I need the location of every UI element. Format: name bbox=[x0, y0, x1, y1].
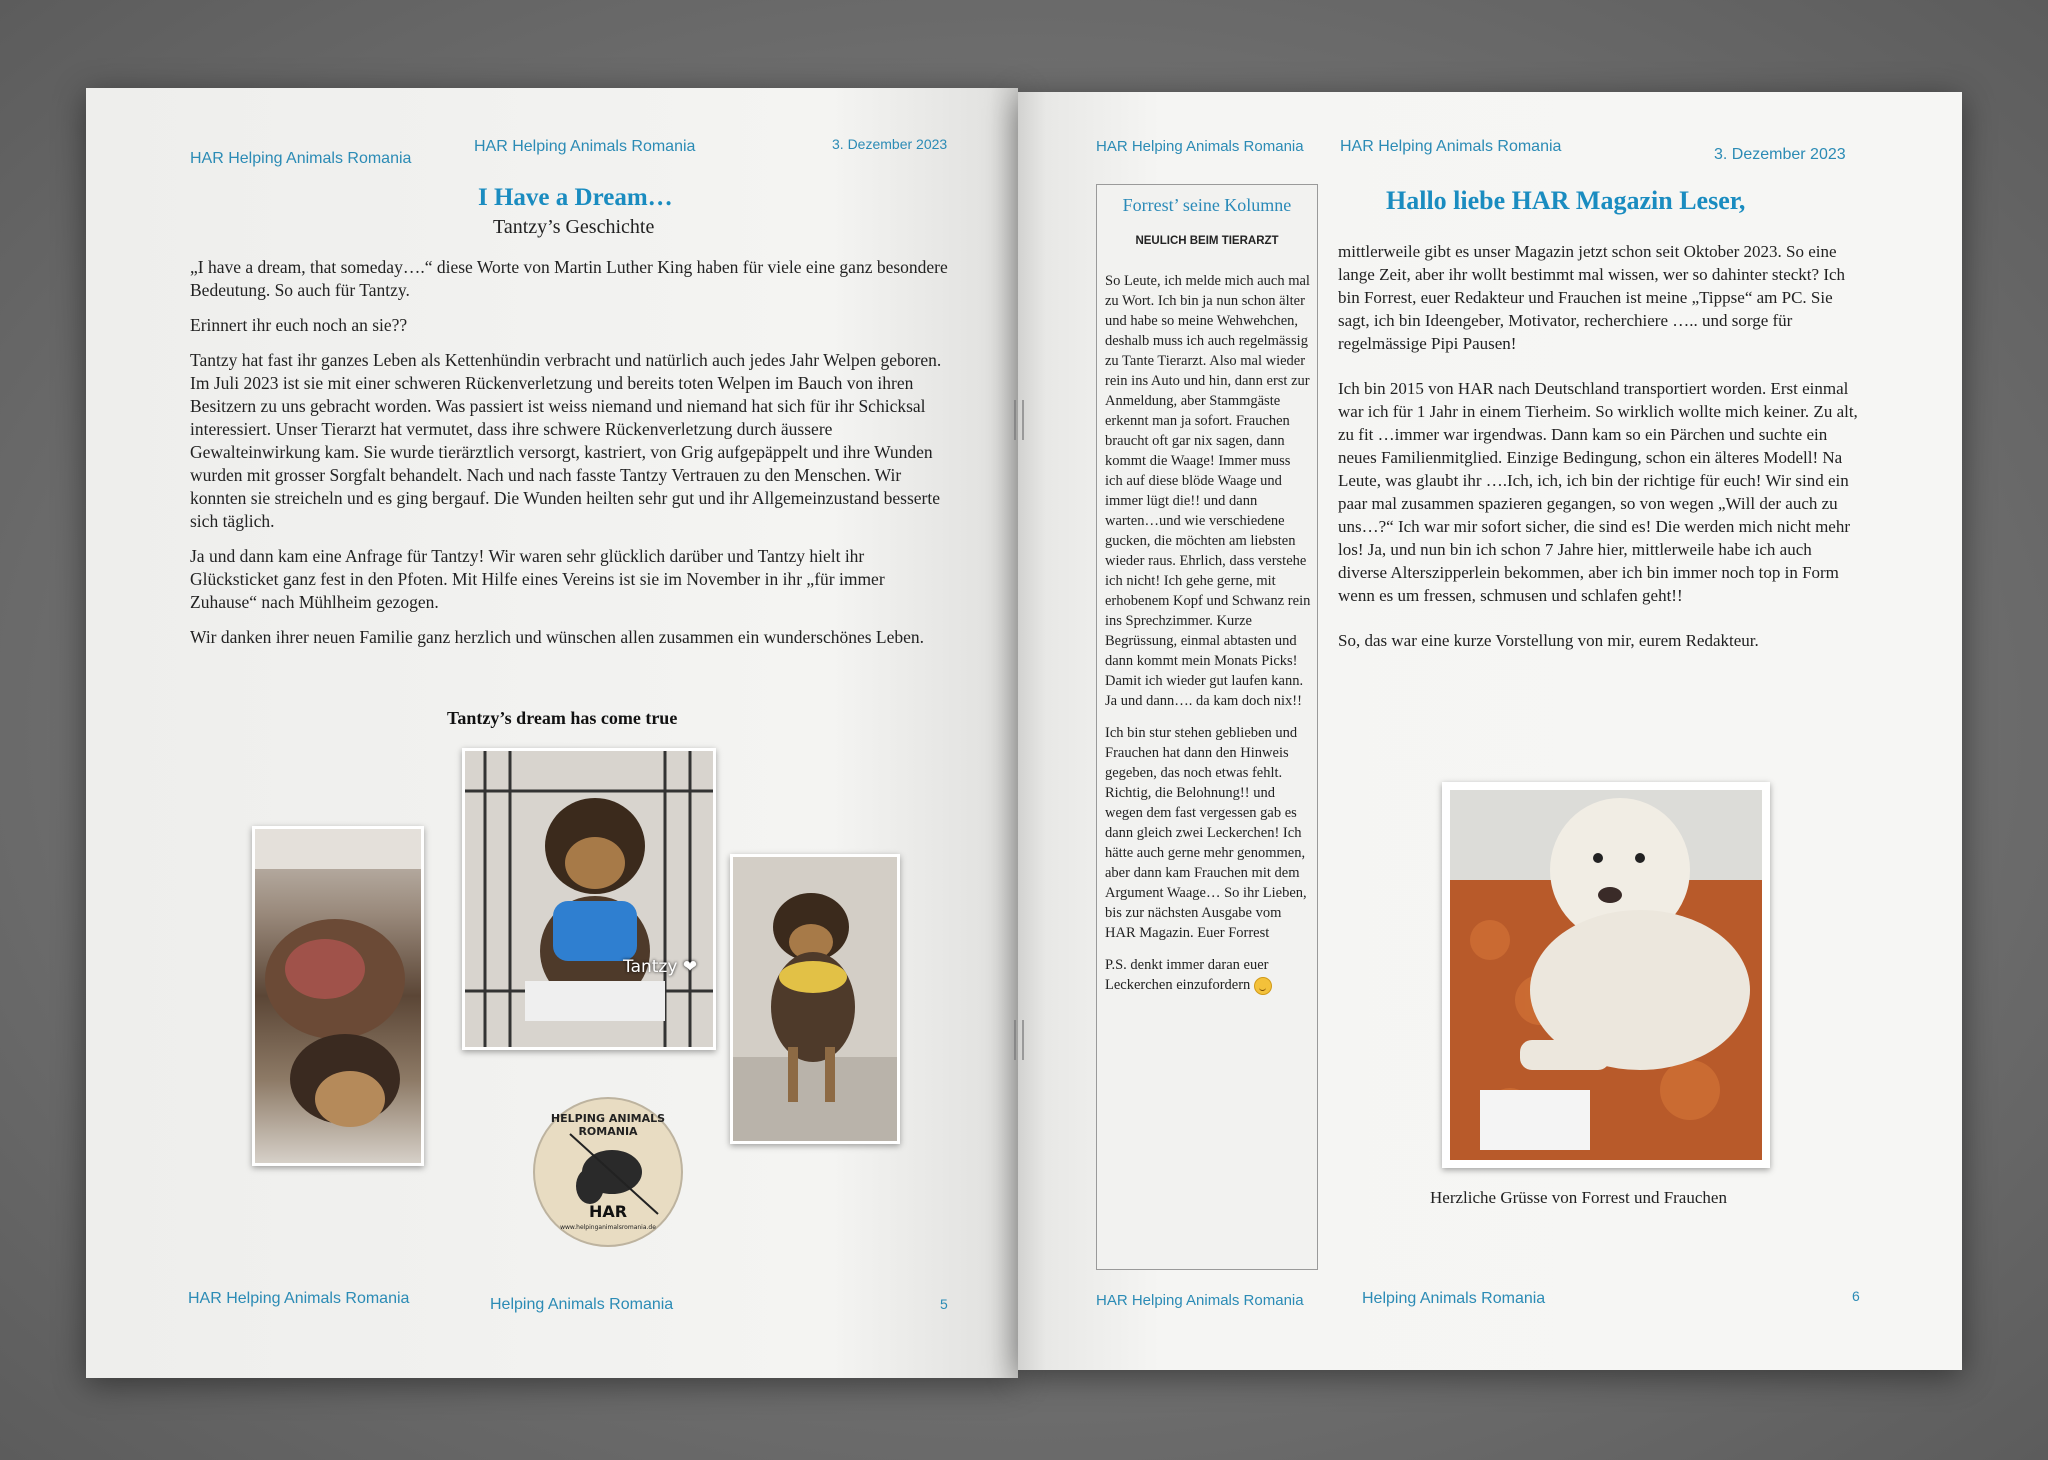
left-page-number: 5 bbox=[940, 1296, 948, 1312]
photo-dog-in-crate bbox=[462, 748, 716, 1050]
column-paragraph: P.S. denkt immer daran euer Leckerchen einzufordern bbox=[1105, 955, 1311, 995]
right-header-date: 3. Dezember 2023 bbox=[1714, 146, 1846, 163]
paragraph: „I have a dream, that someday….“ diese Worte von Martin Luther King haben für viele eine ganz besondere Bedeutung. So auch für Tantzy. bbox=[190, 257, 948, 300]
right-header-center: HAR Helping Animals Romania bbox=[1340, 138, 1562, 155]
right-page-number: 6 bbox=[1852, 1288, 1860, 1304]
paragraph: Ich bin 2015 von HAR nach Deutschland transportiert worden. Erst einmal war ich für 1 Jahr in einem Tierheim. So wirklich wollte mich keiner. Zu alt, zu fit …immer war irgendwas. Dann kam so ein Pärchen und suchte ein neues Familienmitglied. Einzige Bedingung, schon ein älteres Modell! Na Leute, was glaubt ihr ….Ich, ich, ich bin der richtige für euch! Wir sind ein paar mal zusammen spazieren gegangen, so von wegen „Will der auch zu uns…?“ Ich war mir sofort sicher, die sind es! Die werden mich nicht mehr los! Ja, und nun bin ich schon 7 Jahre hier, mittlerweile habe ich auch diverse Alterszipperlein bekommen, aber ich bin immer noch top in Form wenn es um fressen, schmusen und schlafen geht!! bbox=[1338, 379, 1858, 605]
right-footer-center: Helping Animals Romania bbox=[1362, 1290, 1546, 1307]
left-header-date: 3. Dezember 2023 bbox=[832, 136, 948, 152]
left-page-title: I Have a Dream… bbox=[478, 184, 673, 211]
forrest-column bbox=[1096, 184, 1318, 1270]
logo-center-text: HAR bbox=[588, 1202, 628, 1221]
logo-url: www.helpinganimalsromania.de bbox=[560, 1224, 656, 1231]
paragraph: So, das war eine kurze Vorstellung von mir, eurem Redakteur. bbox=[1338, 631, 1759, 650]
logo-arc-text: HELPING ANIMALS ROMANIA bbox=[550, 1112, 666, 1138]
left-page-subtitle: Tantzy’s Geschichte bbox=[493, 216, 655, 238]
paragraph: Ja und dann kam eine Anfrage für Tantzy! Wir waren sehr glücklich darüber und Tantzy hielt ihr Glücksticket ganz fest in den Pfoten. Mit Hilfe eines Vereins ist sie im November in ihr „für immer Zuhause“ nach Mühlheim gezogen. bbox=[190, 546, 885, 612]
right-article-body bbox=[1338, 240, 1858, 664]
forrest-photo-caption: Herzliche Grüsse von Forrest und Frauchen bbox=[1430, 1188, 1727, 1207]
photo-happy-dog bbox=[730, 854, 900, 1144]
column-title: Forrest’ seine Kolumne bbox=[1122, 195, 1292, 215]
paragraph: Erinnert ihr euch noch an sie?? bbox=[190, 315, 408, 335]
photo-label: Tantzy ❤ bbox=[623, 957, 698, 977]
paragraph: Tantzy hat fast ihr ganzes Leben als Kettenhündin verbracht und natürlich auch jedes Jahr Welpen geboren. Im Juli 2023 ist sie mit einer schweren Rückenverletzung und bereits toten Welpen im Bauch von ihren Besitzern zu uns gebracht worden. Was passiert ist weiss niemand und niemand hat sich für ihr Schicksal interessiert. Unser Tierarzt hat vermutet, dass ihre schwere Rückenverletzung durch äussere Gewalteinwirkung kam. Sie wurde tierärztlich versorgt, kastriert, von Grig aufgepäppelt und ihre Wunden wurden mit grosser Sorgfalt behandelt. Nach und nach fasste Tantzy Vertrauen zu den Menschen. Wir konnten sie streicheln und es ging bergauf. Die Wunden heilten sehr gut und ihr Allgemeinzustand besserte sich täglich. bbox=[190, 350, 942, 531]
paragraph: Wir danken ihrer neuen Familie ganz herzlich und wünschen allen zusammen ein wunderschönes Leben. bbox=[190, 627, 925, 647]
left-article-body bbox=[190, 256, 950, 661]
column-paragraph: Ich bin stur stehen geblieben und Frauchen hat dann den Hinweis gegeben, das noch etwas fehlt. Richtig, die Belohnung!! und wegen dem fast vergessen gab es dann gleich zwei Leckerchen! Ich hätte auch gerne mehr genommen, aber dann kam Frauchen mit dem Argument Waage… So ihr Lieben, bis zur nächsten Ausgabe vom HAR Magazin. Euer Forrest bbox=[1105, 725, 1307, 941]
har-logo bbox=[530, 1094, 686, 1250]
column-body bbox=[1105, 271, 1311, 1007]
smiley-emoji-icon bbox=[1254, 977, 1272, 995]
left-footer-left: HAR Helping Animals Romania bbox=[188, 1290, 410, 1307]
photo-forrest bbox=[1442, 782, 1770, 1168]
binding-staples bbox=[1014, 400, 1024, 1100]
photo-caption: Tantzy’s dream has come true bbox=[447, 708, 678, 728]
photo-injured-dog bbox=[252, 826, 424, 1166]
left-header-center: HAR Helping Animals Romania bbox=[474, 138, 696, 155]
paragraph: mittlerweile gibt es unser Magazin jetzt schon seit Oktober 2023. So eine lange Zeit, aber ihr wollt bestimmt mal wissen, wer so dahinter steckt? Ich bin Forrest, euer Redakteur und Frauchen ist meine „Tippse“ am PC. Sie sagt, ich bin Ideengeber, Motivator, recherchiere ….. und sorge für regelmässige Pipi Pausen! bbox=[1338, 242, 1846, 353]
left-header-left: HAR Helping Animals Romania bbox=[190, 150, 412, 167]
left-footer-center: Helping Animals Romania bbox=[490, 1296, 674, 1313]
right-footer-left: HAR Helping Animals Romania bbox=[1096, 1292, 1304, 1309]
right-header-left: HAR Helping Animals Romania bbox=[1096, 138, 1304, 155]
right-page-title: Hallo liebe HAR Magazin Leser, bbox=[1386, 186, 1746, 215]
column-paragraph: So Leute, ich melde mich auch mal zu Wort. Ich bin ja nun schon älter und habe so meine Wehwehchen, deshalb muss ich auch regelmässig zu Tante Tierarzt. Also mal wieder rein ins Auto und hin, dann erst zur Anmeldung, aber Stammgäste erkennt man ja sofort. Frauchen braucht oft gar nix sagen, dann kommt die Waage! Immer muss ich auf diese blöde Waage und immer lügt die!! und dann warten…und wie verschiedene gucken, die möchten am liebsten wieder raus. Ehrlich, dass verstehe ich nicht! Ich gehe gerne, mit erhobenem Kopf und Schwanz rein ins Sprechzimmer. Kurze Begrüssung, einmal abtasten und dann kommt mein Monats Picks! Damit ich wieder gut laufen kann. Ja und dann…. da kam doch nix!! bbox=[1105, 273, 1311, 709]
column-subtitle: NEULICH BEIM TIERARZT bbox=[1135, 235, 1279, 247]
